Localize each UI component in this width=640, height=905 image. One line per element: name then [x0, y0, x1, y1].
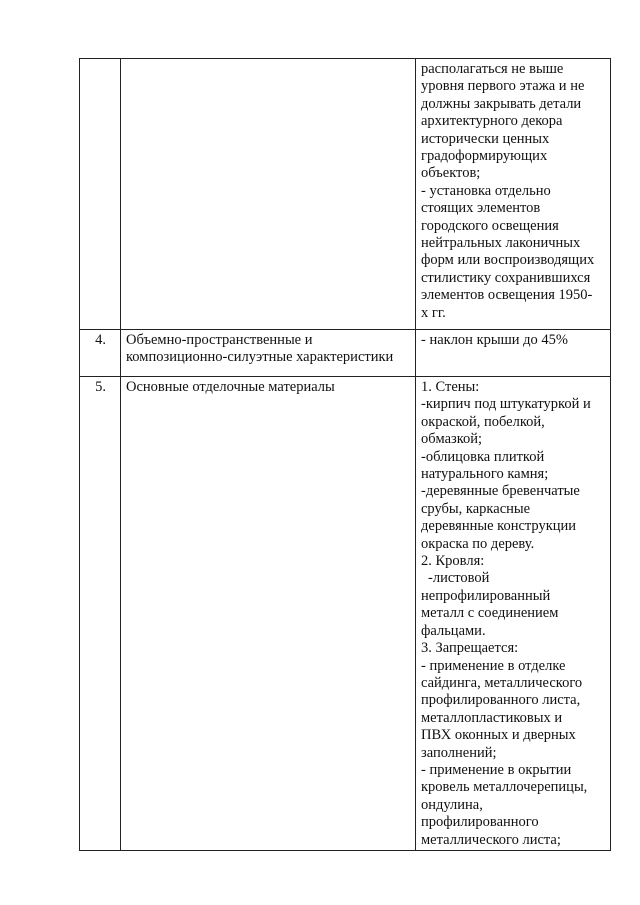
desc-line: деревянные конструкции	[421, 518, 577, 535]
desc-line: кровель металлочерепицы,	[421, 779, 588, 796]
desc-line: нейтральных лаконичных	[421, 235, 581, 252]
row-name-cell	[121, 330, 416, 377]
desc-line: 3. Запрещается:	[421, 640, 519, 657]
desc-line: заполнений;	[421, 744, 497, 761]
desc-line: - применение в окрытии	[421, 761, 572, 778]
desc-line: стилистику сохранившихся	[421, 269, 591, 286]
desc-line: фальцами.	[421, 622, 486, 639]
desc-line: -деревянные бревенчатые	[421, 483, 580, 500]
desc-line: окраской, побелкой,	[421, 413, 545, 430]
table-row	[80, 377, 611, 851]
row-desc-cell	[416, 59, 611, 330]
row-number-cell: 4.	[80, 330, 121, 377]
desc-line: исторически ценных	[421, 130, 550, 147]
desc-line: -кирпич под штукатуркой и	[421, 396, 591, 413]
name-line: Объемно-пространственные и	[126, 332, 313, 348]
desc-line: архитектурного декора	[421, 113, 563, 130]
desc-line: -листовой	[428, 570, 490, 587]
desc-line: металлопластиковых и	[421, 709, 563, 726]
desc-line: непрофилированный	[421, 587, 551, 604]
desc-line: стоящих элементов	[421, 200, 541, 217]
desc-line: располагаться не выше	[421, 61, 564, 77]
desc-line: элементов освещения 1950-	[421, 287, 593, 304]
desc-line: срубы, каркасные	[421, 500, 531, 517]
desc-line: профилированного листа,	[421, 692, 581, 709]
name-line: Основные отделочные материалы	[126, 379, 335, 395]
desc-line: 2. Кровля:	[421, 553, 485, 570]
desc-line: 1. Стены:	[421, 379, 480, 395]
desc-line: ондулина,	[421, 796, 483, 813]
desc-line: х гг.	[421, 304, 446, 321]
requirements-table	[79, 58, 611, 851]
desc-line: ПВХ оконных и дверных	[421, 727, 576, 744]
row-desc-cell	[416, 377, 611, 851]
row-number-cell: 5.	[80, 377, 121, 851]
desc-line: должны закрывать детали	[421, 95, 582, 112]
desc-line: градоформирующих	[421, 148, 548, 165]
desc-line: обмазкой;	[421, 431, 483, 448]
row-desc-cell	[416, 330, 611, 377]
desc-line: профилированного	[421, 814, 539, 831]
desc-line: - применение в отделке	[421, 657, 566, 674]
desc-line: окраска по дереву.	[421, 535, 535, 552]
row-name-cell	[121, 59, 416, 330]
desc-line: - установка отдельно	[421, 182, 551, 199]
desc-line: форм или воспроизводящих	[421, 252, 595, 269]
desc-line: сайдинга, металлического	[421, 674, 583, 691]
row-name-cell	[121, 377, 416, 851]
desc-line: уровня первого этажа и не	[421, 78, 585, 95]
desc-line: объектов;	[421, 165, 481, 182]
table-row	[80, 330, 611, 377]
desc-line: металлического листа;	[421, 831, 561, 848]
desc-line: металл с соединением	[421, 605, 559, 622]
desc-line: натурального камня;	[421, 466, 549, 483]
name-line: композиционно-силуэтные характеристики	[126, 349, 394, 366]
row-number-cell	[80, 59, 121, 330]
desc-line: -облицовка плиткой	[421, 448, 545, 465]
desc-line: городского освещения	[421, 217, 559, 234]
desc-line: - наклон крыши до 45%	[421, 332, 568, 348]
table-row	[80, 59, 611, 330]
